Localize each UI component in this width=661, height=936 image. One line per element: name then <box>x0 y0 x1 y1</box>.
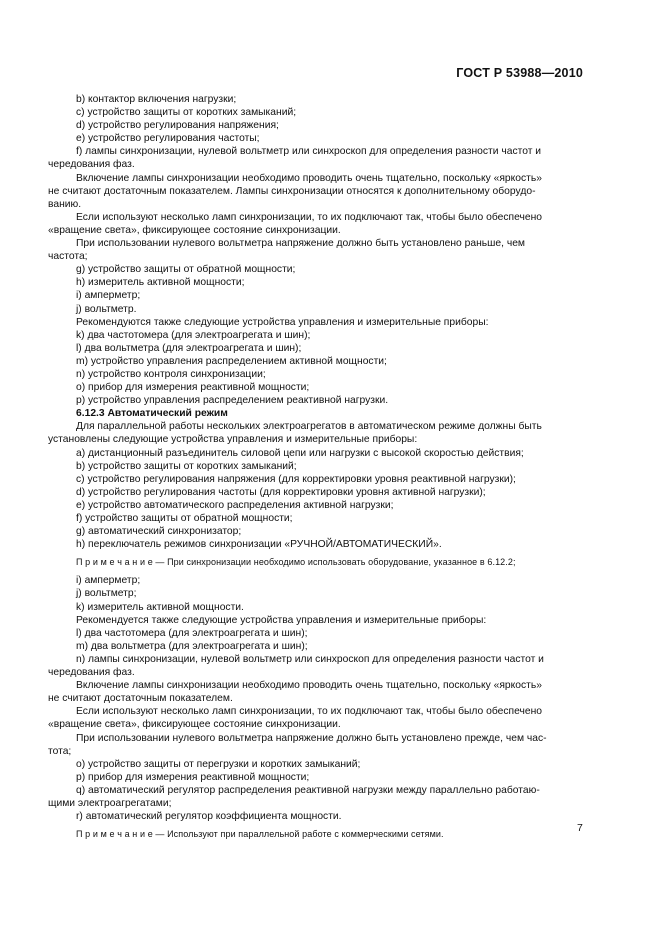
list-item-line: l) два частотомера (для электроагрегата и шин); <box>76 627 308 639</box>
list-item-line: a) дистанционный разъединитель силовой цепи или нагрузки с высокой скоростью действия; <box>76 447 524 459</box>
list-item-line: q) автоматический регулятор распределения реактивной нагрузки между параллельно работаю- <box>76 784 540 796</box>
paragraph-line: тота; <box>48 745 72 757</box>
list-item-line: d) устройство регулирования частоты (для корректировки уровня активной нагрузки); <box>76 486 486 498</box>
list-item-line: k) измеритель активной мощности. <box>76 601 244 613</box>
list-item-line: b) контактор включения нагрузки; <box>76 94 237 105</box>
paragraph-line: При использовании нулевого вольтметра напряжение должно быть установлено прежде, чем час- <box>76 732 547 744</box>
paragraph-line: чередования фаз. <box>48 667 135 679</box>
list-item-line: k) два частотомера (для электроагрегата и шин); <box>76 329 311 341</box>
list-item-line: n) лампы синхронизации, нулевой вольтметр или синхроскоп для определения разности частот и <box>76 653 544 665</box>
paragraph-line: установлены следующие устройства управления и измерительные приборы: <box>48 434 418 446</box>
list-item-line: h) переключатель режимов синхронизации «РУЧНОЙ/АВТОМАТИЧЕСКИЙ». <box>76 539 442 551</box>
note-line: П р и м е ч а н и е — При синхронизации необходимо использовать оборудование, указанное в 6.12.2; <box>76 557 516 568</box>
paragraph-line: не считают достаточным показателем. Лампы синхронизации относятся к дополнительному оборудо- <box>48 185 536 197</box>
list-item-line: m) устройство управления распределением активной мощности; <box>76 355 387 367</box>
paragraph-line: чередования фаз. <box>48 159 135 171</box>
list-item-line: g) устройство защиты от обратной мощности; <box>76 264 296 276</box>
paragraph-line: не считают достаточным показателем. <box>48 693 233 705</box>
list-item-line: j) вольтметр. <box>76 303 137 315</box>
paragraph-line: «вращение света», фиксирующее состояние синхронизации. <box>48 719 341 731</box>
list-item-line: d) устройство регулирования напряжения; <box>76 120 279 132</box>
paragraph-line: щими электроагрегатами; <box>48 797 172 809</box>
list-item-line: h) измеритель активной мощности; <box>76 277 245 289</box>
paragraph-line: При использовании нулевого вольтметра напряжение должно быть установлено раньше, чем <box>76 238 526 250</box>
list-item-line: o) прибор для измерения реактивной мощности; <box>76 382 310 394</box>
page-number: 7 <box>577 822 583 834</box>
list-item-line: f) лампы синхронизации, нулевой вольтметр или синхроскоп для определения разности частот и <box>76 146 542 158</box>
list-item-line: f) устройство защиты от обратной мощности; <box>76 513 293 524</box>
list-item-line: c) устройство регулирования напряжения (для корректировки уровня реактивной нагрузки); <box>76 473 516 485</box>
list-item-line: j) вольтметр; <box>76 588 137 600</box>
paragraph-line: Если используют несколько ламп синхронизации, то их подключают так, чтобы было обеспечено <box>76 706 542 718</box>
paragraph-line: «вращение света», фиксирующее состояние синхронизации. <box>48 224 341 236</box>
document-header: ГОСТ Р 53988—2010 <box>456 66 583 80</box>
list-item-line: b) устройство защиты от коротких замыканий; <box>76 460 297 472</box>
paragraph-line: Рекомендуется также следующие устройства управления и измерительные приборы: <box>76 614 487 626</box>
section-heading: 6.12.3 Автоматический режим <box>76 408 228 420</box>
list-item-line: p) прибор для измерения реактивной мощности; <box>76 771 310 783</box>
list-item-line: e) устройство регулирования частоты; <box>76 133 260 145</box>
list-item-line: l) два вольтметра (для электроагрегата и шин); <box>76 342 302 354</box>
paragraph-line: Включение лампы синхронизации необходимо проводить очень тщательно, поскольку «яркость» <box>76 680 542 692</box>
paragraph-line: Включение лампы синхронизации необходимо проводить очень тщательно, поскольку «яркость» <box>76 172 542 184</box>
list-item-line: o) устройство защиты от перегрузки и коротких замыканий; <box>76 758 361 770</box>
list-item-line: g) автоматический синхронизатор; <box>76 526 242 538</box>
paragraph-line: Если используют несколько ламп синхронизации, то их подключают так, чтобы было обеспечено <box>76 211 542 223</box>
paragraph-line: Для параллельной работы нескольких электроагрегатов в автоматическом режиме должны быть <box>76 421 542 433</box>
document-body <box>48 93 584 846</box>
list-item-line: i) амперметр; <box>76 290 141 302</box>
list-item-line: i) амперметр; <box>76 575 141 587</box>
note-line: П р и м е ч а н и е — Используют при параллельной работе с коммерческими сетями. <box>76 829 444 840</box>
list-item-line: n) устройство контроля синхронизации; <box>76 368 266 380</box>
list-item-line: c) устройство защиты от коротких замыканий; <box>76 107 297 119</box>
paragraph-line: ванию. <box>48 198 82 210</box>
list-item-line: e) устройство автоматического распределения активной нагрузки; <box>76 499 394 511</box>
paragraph-line: частота; <box>48 251 88 263</box>
list-item-line: r) автоматический регулятор коэффициента мощности. <box>76 811 342 823</box>
list-item-line: p) устройство управления распределением реактивной нагрузки. <box>76 395 389 407</box>
list-item-line: m) два вольтметра (для электроагрегата и шин); <box>76 640 308 652</box>
paragraph-line: Рекомендуются также следующие устройства управления и измерительные приборы: <box>76 316 489 328</box>
